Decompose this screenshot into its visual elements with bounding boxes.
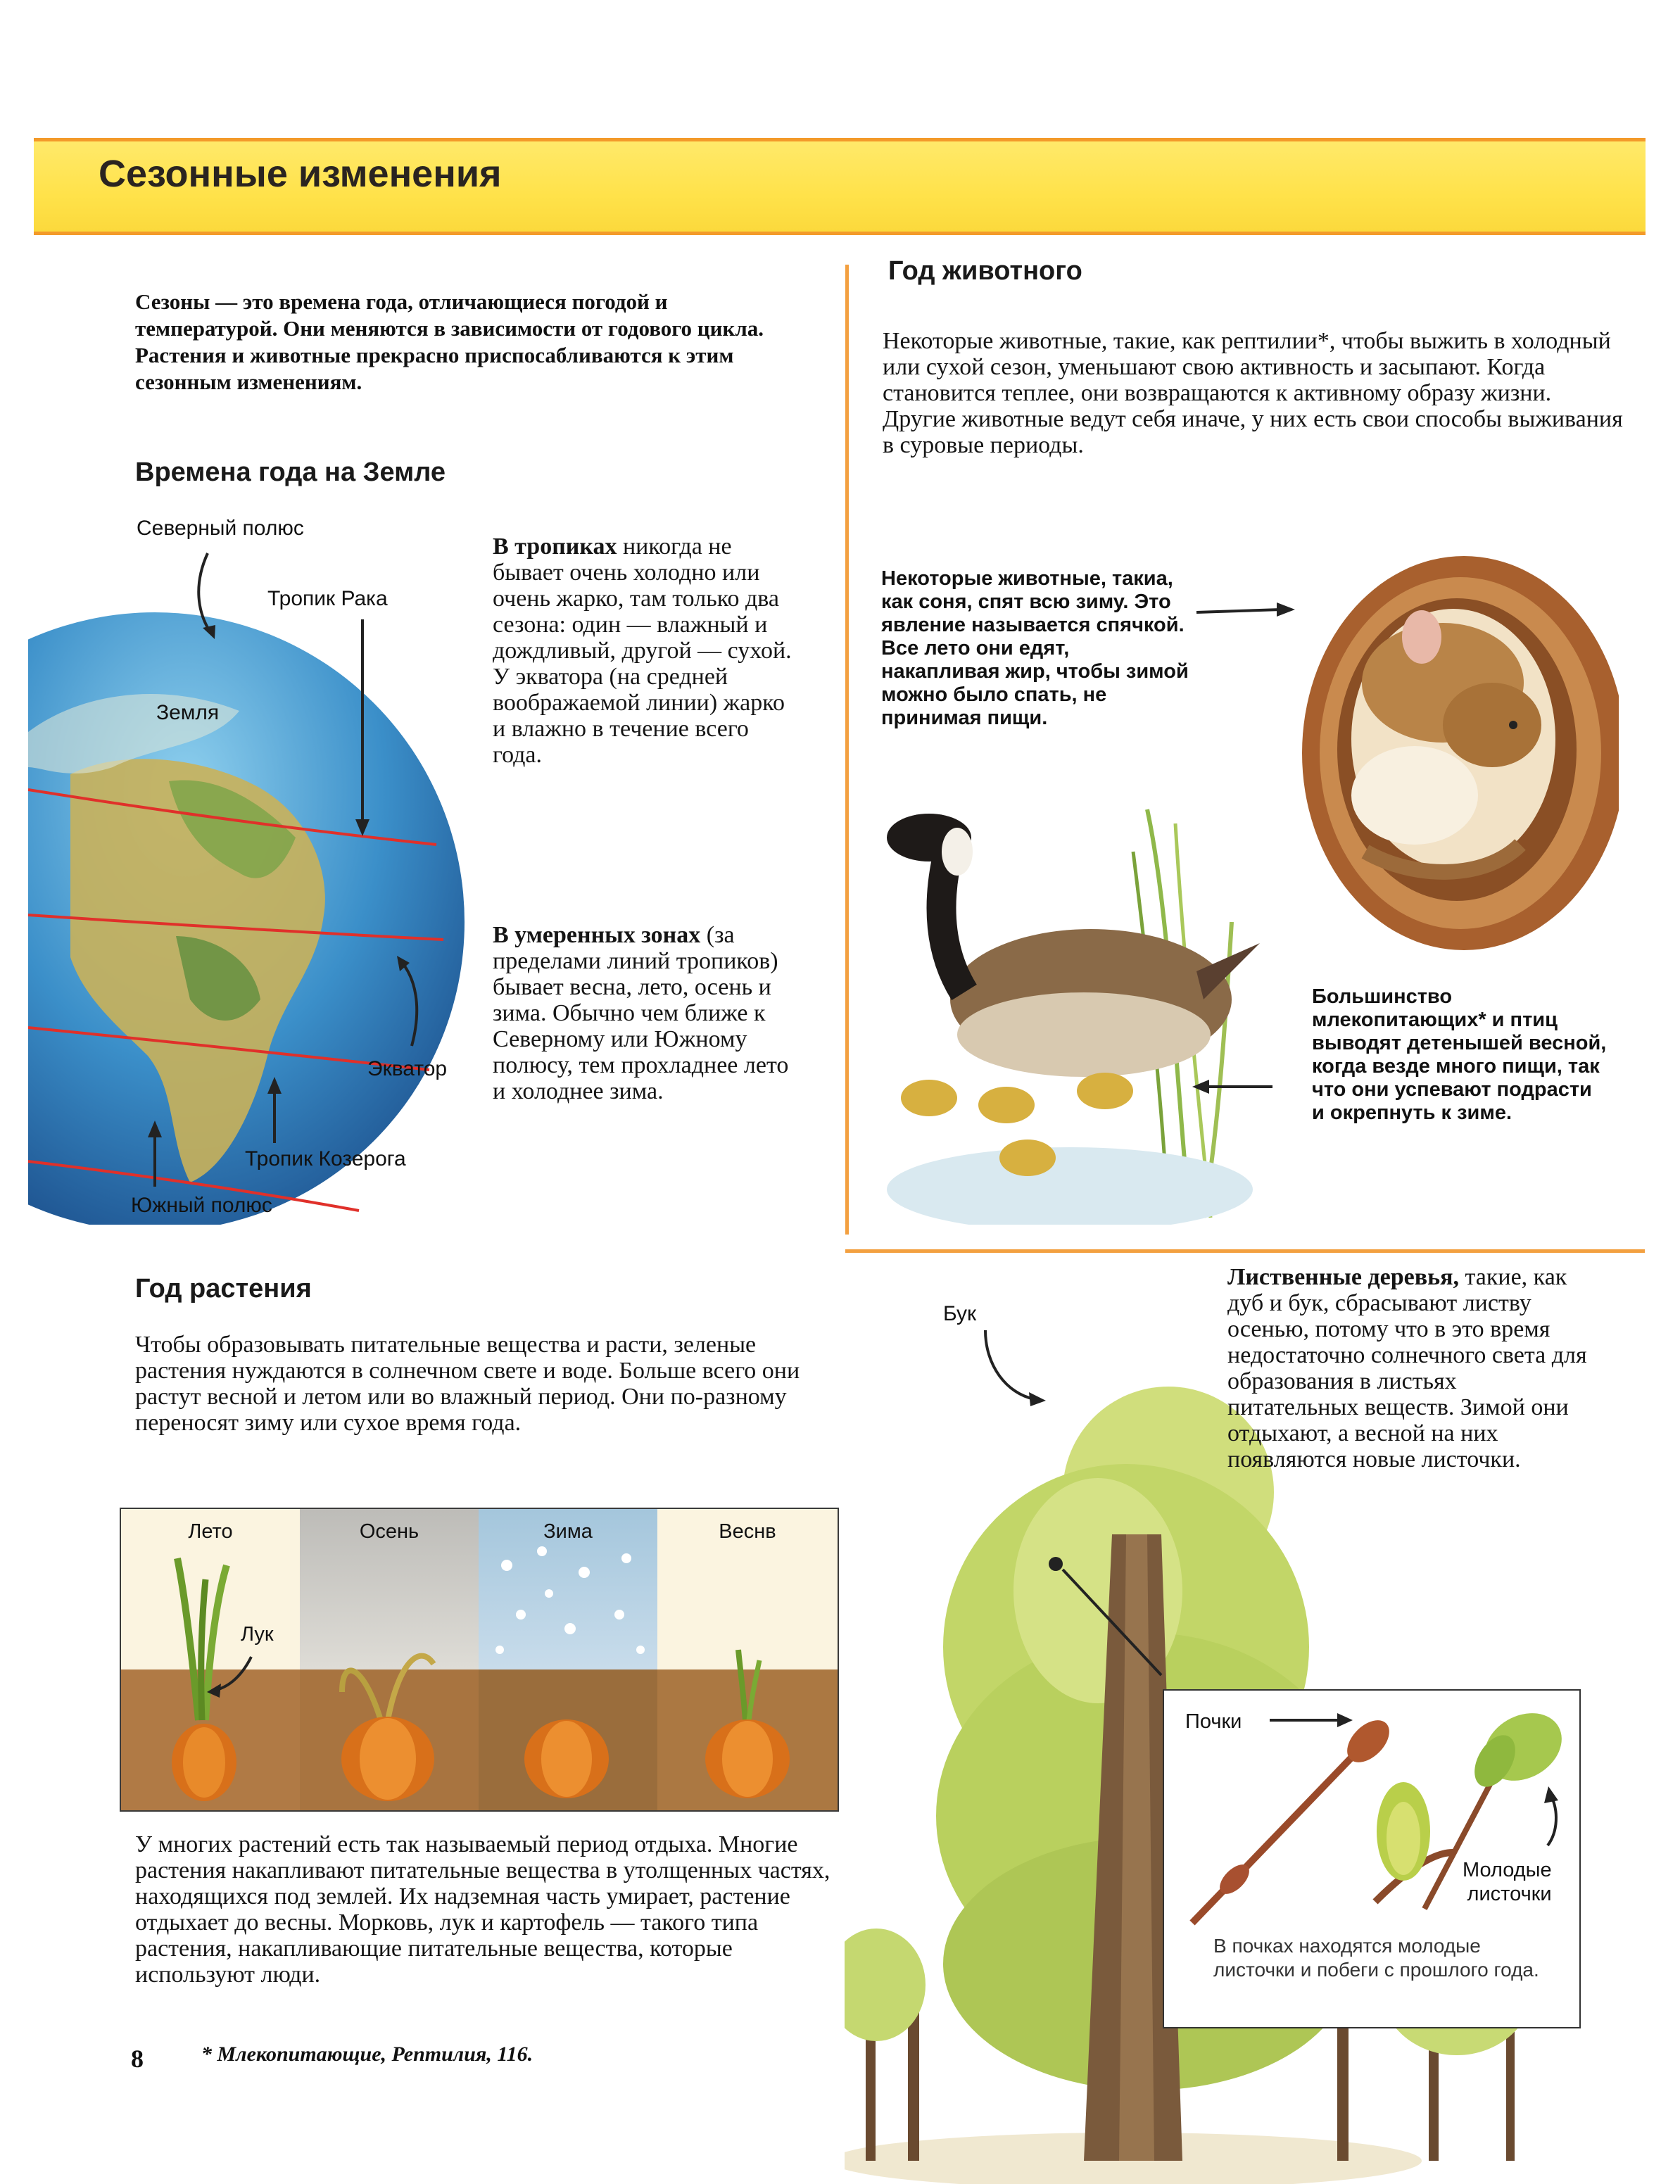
deciduous-text: Лиственные деревья, такие, как дуб и бук, сбрасывают листву осенью, потому что в это время недостаточно солнечного света для образования в листьях питательных веществ. Зимой они отдыхают, а весной на них появляются новые листочки. xyxy=(1227,1264,1587,1472)
label-summer: Лето xyxy=(188,1520,233,1543)
animal-heading: Год животного xyxy=(888,256,1082,286)
panel-spring xyxy=(657,1509,838,1810)
bud-inset-panel xyxy=(1163,1689,1581,2028)
buds-label: Почки xyxy=(1185,1710,1242,1733)
arrow-tropic-capricorn-icon xyxy=(267,1077,282,1094)
hibernation-term: спячкой xyxy=(1096,614,1179,636)
inset-caption: В почках находятся молодые листочки и побеги с прошлого года. xyxy=(1213,1935,1539,1981)
horizontal-divider xyxy=(845,1249,1645,1253)
earth-arrows xyxy=(127,535,479,1204)
north-pole-label: Северный полюс xyxy=(137,517,304,540)
plant-text: Чтобы образовывать питательные вещества и расти, зеленые растения нуждаются в солнечном свете и воде. Больше всего они растут весной и летом или во влажный период. Они по-разному переносят зиму или сухое время года. xyxy=(135,1332,800,1436)
vertical-divider xyxy=(845,265,849,1235)
panel-winter xyxy=(479,1509,657,1810)
plant-heading: Год растения xyxy=(135,1274,312,1304)
tropic-capricorn-label: Тропик Козерога xyxy=(245,1147,406,1170)
earth-label: Земля xyxy=(156,701,220,724)
tropic-cancer-label: Тропик Рака xyxy=(267,587,388,610)
arrow-onion-icon xyxy=(121,1509,300,1810)
arrow-young-leaves-icon xyxy=(1544,1786,1558,1803)
panel-summer xyxy=(121,1509,300,1810)
south-pole-label: Южный полюс xyxy=(131,1194,272,1217)
label-spring: Веснв xyxy=(719,1520,776,1543)
tropics-bold: В тропиках xyxy=(493,534,617,560)
young-leaves-label: Молодые листочки xyxy=(1463,1859,1552,1905)
deciduous-bold: Лиственные деревья, xyxy=(1227,1264,1460,1290)
breeding-caption: Большинство млекопитающих* и птиц выводят детенышей весной, когда везде много пищи, так что они успевают подрасти и окрепнуть к зиме. xyxy=(1312,985,1607,1124)
arrow-buds-icon xyxy=(1337,1713,1353,1727)
earth-heading: Времена года на Земле xyxy=(135,457,446,487)
temperate-text: В умеренных зонах (за пределами линий тропиков) бывает весна, лето, осень и зима. Обычно чем ближе к Северному или Южному полюсу, тем прохладнее лето и холоднее зима. xyxy=(493,922,789,1104)
arrow-dormouse-icon xyxy=(1277,602,1295,617)
label-winter: Зима xyxy=(543,1520,593,1543)
page-title: Сезонные изменения xyxy=(99,153,502,195)
label-autumn: Осень xyxy=(359,1520,419,1543)
page-number: 8 xyxy=(131,2045,144,2073)
onion-label: Лук xyxy=(241,1623,274,1646)
arrow-tropic-cancer-icon xyxy=(355,819,370,836)
footnote: * Млекопитающие, Рептилия, 116. xyxy=(201,2043,533,2066)
tropics-text: В тропиках никогда не бывает очень холодно или очень жарко, там только два сезона: один — влажный и дождливый, другой — сухой. У экватора (на средней воображаемой линии) жарко и влажно в течение всего года. xyxy=(493,534,792,768)
onion-seasons-strip xyxy=(120,1508,839,1812)
arrow-goose-icon xyxy=(1189,1077,1281,1098)
arrow-north-pole-icon xyxy=(203,625,215,639)
rest-period-text: У многих растений есть так называемый период отдыха. Многие растения накапливают питательные вещества в утолщенных частях, находящихся под землей. Их надземная часть умирает, растение отдыхает до весны. Морковь, лук и картофель — такого типа растения, накапливающие питательные вещества, которые используют люди. xyxy=(135,1831,830,1988)
panel-autumn xyxy=(300,1509,479,1810)
hibernation-caption: Некоторые животные, такиа, как соня, спят всю зиму. Это явление называется спячкой. Все лето они едят, накапливая жир, чтобы зимой можно было спать, не принимая пищи. xyxy=(881,567,1189,729)
goose-illustration xyxy=(866,767,1330,1225)
intro-paragraph: Сезоны — это времена года, отличающиеся погодой и температурой. Они меняются в зависимости от годового цикла. Растения и животные прекрасно приспосабливаются к этим сезонным изменениям. xyxy=(135,289,764,394)
temperate-bold: В умеренных зонах xyxy=(493,922,701,948)
equator-label: Экватор xyxy=(367,1057,448,1080)
beech-label: Бук xyxy=(943,1302,977,1325)
animal-text: Некоторые животные, такие, как рептилии*, чтобы выжить в холодный или сухой сезон, уменьшают свою активность и засыпают. Когда становится теплее, они возвращаются к активному образу жизни. Другие животные ведут себя иначе, у них есть свои способы выживания в суровые периоды. xyxy=(883,328,1623,458)
arrow-south-pole-icon xyxy=(148,1121,162,1137)
